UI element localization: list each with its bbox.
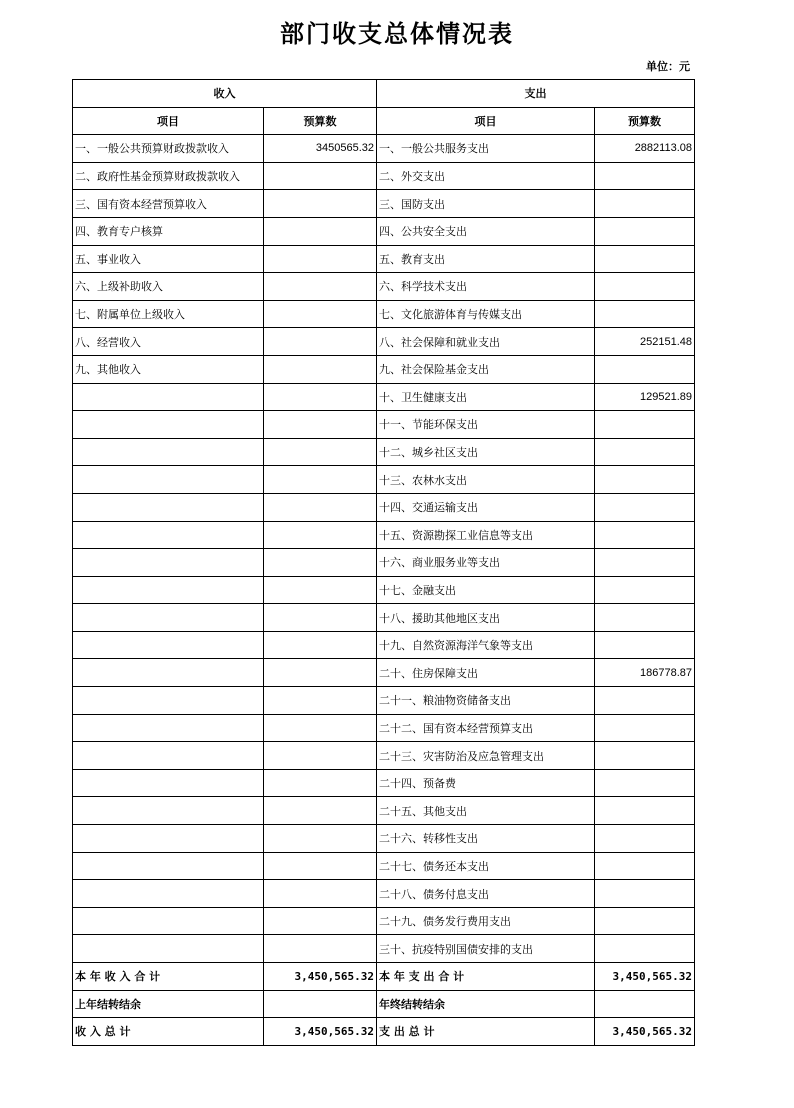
expense-item-cell: 十三、农林水支出 (377, 466, 595, 494)
expense-item-cell: 二十五、其他支出 (377, 797, 595, 825)
table-row (73, 659, 695, 687)
income-value-cell (264, 742, 377, 770)
income-item-cell: 九、其他收入 (73, 355, 264, 383)
table-row (73, 852, 695, 880)
income-item-cell (73, 880, 264, 908)
table-body (73, 135, 695, 963)
table-row (73, 273, 695, 301)
expense-value-cell (595, 438, 695, 466)
end-balance-value (595, 990, 695, 1018)
income-value-cell (264, 217, 377, 245)
expense-value-cell: 2882113.08 (595, 135, 695, 163)
expense-item-cell: 七、文化旅游体育与传媒支出 (377, 300, 595, 328)
grand-total-row (73, 1018, 695, 1046)
table-row (73, 769, 695, 797)
prev-balance-label: 上年结转结余 (73, 990, 264, 1018)
table-row (73, 493, 695, 521)
table-row (73, 742, 695, 770)
table-row (73, 328, 695, 356)
income-value-cell (264, 300, 377, 328)
income-item-cell (73, 659, 264, 687)
income-item-cell: 六、上级补助收入 (73, 273, 264, 301)
expense-value-cell (595, 769, 695, 797)
unit-label: 单位：元 (646, 60, 690, 73)
header-row-main (73, 80, 695, 108)
expense-item-cell: 一、一般公共服务支出 (377, 135, 595, 163)
income-header: 收入 (73, 80, 377, 108)
expense-value-cell (595, 273, 695, 301)
table-row (73, 631, 695, 659)
table-row (73, 797, 695, 825)
table-row (73, 935, 695, 963)
income-value-cell (264, 604, 377, 632)
income-item-cell: 八、经营收入 (73, 328, 264, 356)
expense-item-cell: 十五、资源勘探工业信息等支出 (377, 521, 595, 549)
expense-value-cell (595, 742, 695, 770)
income-value-cell (264, 493, 377, 521)
table-row (73, 714, 695, 742)
income-value-cell: 3450565.32 (264, 135, 377, 163)
income-item-cell (73, 631, 264, 659)
income-item-cell (73, 549, 264, 577)
income-value-cell (264, 355, 377, 383)
year-expense-label: 本 年 支 出 合 计 (377, 963, 595, 991)
income-item-cell: 四、教育专户核算 (73, 217, 264, 245)
expense-item-cell: 二十二、国有资本经营预算支出 (377, 714, 595, 742)
expense-item-cell: 六、科学技术支出 (377, 273, 595, 301)
income-item-cell (73, 493, 264, 521)
table-row (73, 825, 695, 853)
expense-header: 支出 (377, 80, 695, 108)
table-row (73, 135, 695, 163)
income-total-label: 收 入 总 计 (73, 1018, 264, 1046)
income-value-cell (264, 769, 377, 797)
income-item-cell (73, 604, 264, 632)
income-value-cell (264, 714, 377, 742)
table-row (73, 245, 695, 273)
expense-item-cell: 十一、节能环保支出 (377, 411, 595, 439)
expense-value-cell (595, 162, 695, 190)
table-row (73, 300, 695, 328)
income-item-cell (73, 907, 264, 935)
expense-item-cell: 三、国防支出 (377, 190, 595, 218)
table-row (73, 687, 695, 715)
income-item-cell (73, 935, 264, 963)
expense-value-cell (595, 907, 695, 935)
table-row (73, 880, 695, 908)
expense-value-cell: 252151.48 (595, 328, 695, 356)
income-item-cell (73, 825, 264, 853)
income-total-value: 3,450,565.32 (264, 1018, 377, 1046)
expense-value-cell (595, 714, 695, 742)
income-value-cell (264, 190, 377, 218)
expense-item-header: 项目 (377, 107, 595, 135)
income-value-cell (264, 687, 377, 715)
table-row (73, 466, 695, 494)
income-value-cell (264, 852, 377, 880)
table-row (73, 217, 695, 245)
income-item-cell (73, 742, 264, 770)
expense-item-cell: 十九、自然资源海洋气象等支出 (377, 631, 595, 659)
income-value-cell (264, 549, 377, 577)
page-title: 部门收支总体情况表 (280, 20, 514, 48)
income-value-cell (264, 521, 377, 549)
end-balance-label: 年终结转结余 (377, 990, 595, 1018)
expense-item-cell: 八、社会保障和就业支出 (377, 328, 595, 356)
expense-value-cell (595, 466, 695, 494)
income-value-cell (264, 273, 377, 301)
income-item-cell (73, 769, 264, 797)
expense-item-cell: 十二、城乡社区支出 (377, 438, 595, 466)
income-item-cell: 七、附属单位上级收入 (73, 300, 264, 328)
income-item-cell (73, 521, 264, 549)
table-row (73, 604, 695, 632)
expense-value-cell (595, 217, 695, 245)
income-value-cell (264, 328, 377, 356)
income-value-cell (264, 880, 377, 908)
table-row (73, 383, 695, 411)
income-item-cell (73, 383, 264, 411)
income-item-cell (73, 714, 264, 742)
expense-item-cell: 二十一、粮油物资储备支出 (377, 687, 595, 715)
expense-item-cell: 二十九、债务发行费用支出 (377, 907, 595, 935)
income-value-cell (264, 438, 377, 466)
income-item-cell (73, 797, 264, 825)
expense-item-cell: 二十三、灾害防治及应急管理支出 (377, 742, 595, 770)
budget-table (72, 79, 695, 1046)
year-income-value: 3,450,565.32 (264, 963, 377, 991)
header-row-sub (73, 107, 695, 135)
expense-value-cell (595, 355, 695, 383)
expense-item-cell: 十、卫生健康支出 (377, 383, 595, 411)
income-value-cell (264, 411, 377, 439)
income-value-cell (264, 797, 377, 825)
year-total-row (73, 963, 695, 991)
table-row (73, 438, 695, 466)
income-value-cell (264, 825, 377, 853)
income-item-cell (73, 576, 264, 604)
table-row (73, 355, 695, 383)
table-row (73, 549, 695, 577)
income-value-cell (264, 576, 377, 604)
expense-value-cell (595, 190, 695, 218)
table-row (73, 576, 695, 604)
expense-item-cell: 二十八、债务付息支出 (377, 880, 595, 908)
expense-item-cell: 二十四、预备费 (377, 769, 595, 797)
expense-value-cell (595, 521, 695, 549)
expense-budget-header: 预算数 (595, 107, 695, 135)
expense-item-cell: 四、公共安全支出 (377, 217, 595, 245)
expense-item-cell: 二十七、债务还本支出 (377, 852, 595, 880)
expense-value-cell (595, 411, 695, 439)
expense-value-cell (595, 797, 695, 825)
table-row (73, 190, 695, 218)
income-item-cell (73, 687, 264, 715)
expense-value-cell (595, 576, 695, 604)
expense-value-cell (595, 245, 695, 273)
income-value-cell (264, 659, 377, 687)
income-value-cell (264, 162, 377, 190)
income-value-cell (264, 935, 377, 963)
expense-value-cell (595, 549, 695, 577)
year-income-label: 本 年 收 入 合 计 (73, 963, 264, 991)
income-item-cell (73, 411, 264, 439)
table-row (73, 411, 695, 439)
income-item-cell: 三、国有资本经营预算收入 (73, 190, 264, 218)
expense-item-cell: 五、教育支出 (377, 245, 595, 273)
income-item-cell: 五、事业收入 (73, 245, 264, 273)
expense-value-cell (595, 493, 695, 521)
income-item-cell: 二、政府性基金预算财政拨款收入 (73, 162, 264, 190)
income-item-cell (73, 438, 264, 466)
expense-item-cell: 十六、商业服务业等支出 (377, 549, 595, 577)
income-item-cell: 一、一般公共预算财政拨款收入 (73, 135, 264, 163)
income-item-header: 项目 (73, 107, 264, 135)
income-item-cell (73, 852, 264, 880)
expense-value-cell (595, 852, 695, 880)
income-value-cell (264, 383, 377, 411)
year-expense-value: 3,450,565.32 (595, 963, 695, 991)
expense-value-cell (595, 935, 695, 963)
balance-row (73, 990, 695, 1018)
table-row (73, 521, 695, 549)
income-budget-header: 预算数 (264, 107, 377, 135)
expense-item-cell: 十八、援助其他地区支出 (377, 604, 595, 632)
income-value-cell (264, 466, 377, 494)
table-row (73, 162, 695, 190)
income-item-cell (73, 466, 264, 494)
expense-value-cell: 129521.89 (595, 383, 695, 411)
expense-total-value: 3,450,565.32 (595, 1018, 695, 1046)
expense-item-cell: 十七、金融支出 (377, 576, 595, 604)
income-value-cell (264, 245, 377, 273)
expense-value-cell: 186778.87 (595, 659, 695, 687)
expense-item-cell: 九、社会保险基金支出 (377, 355, 595, 383)
expense-value-cell (595, 825, 695, 853)
expense-value-cell (595, 687, 695, 715)
expense-item-cell: 十四、交通运输支出 (377, 493, 595, 521)
prev-balance-value (264, 990, 377, 1018)
table-row (73, 907, 695, 935)
expense-total-label: 支 出 总 计 (377, 1018, 595, 1046)
expense-value-cell (595, 604, 695, 632)
expense-value-cell (595, 300, 695, 328)
expense-value-cell (595, 631, 695, 659)
expense-item-cell: 二十六、转移性支出 (377, 825, 595, 853)
expense-item-cell: 二、外交支出 (377, 162, 595, 190)
income-value-cell (264, 907, 377, 935)
expense-item-cell: 二十、住房保障支出 (377, 659, 595, 687)
expense-value-cell (595, 880, 695, 908)
income-value-cell (264, 631, 377, 659)
expense-item-cell: 三十、抗疫特别国债安排的支出 (377, 935, 595, 963)
